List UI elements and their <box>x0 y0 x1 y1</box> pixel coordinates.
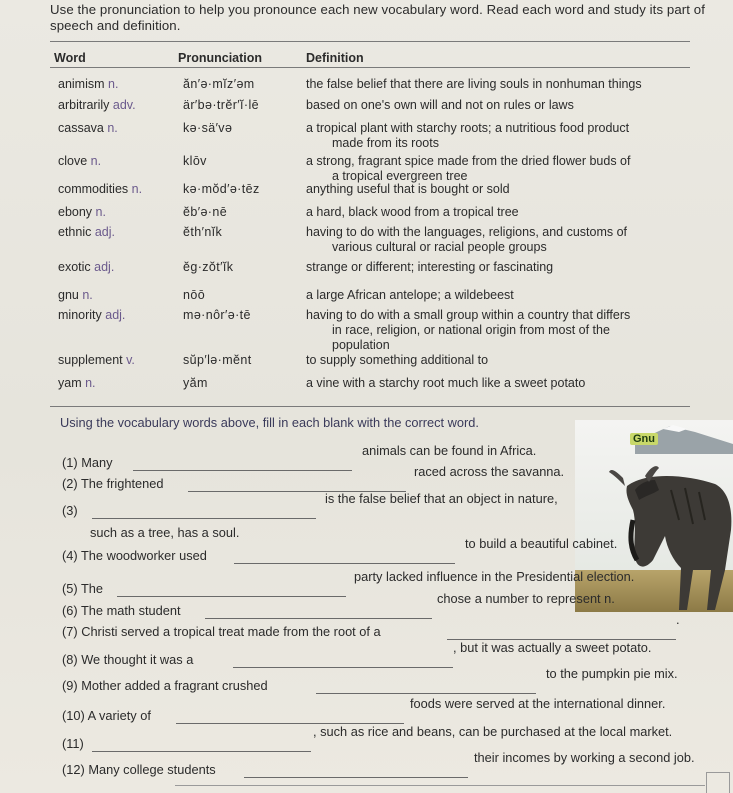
vocab-definition <box>306 154 701 184</box>
vocab-word-text: gnu <box>58 288 79 302</box>
part-of-speech: n. <box>90 154 102 168</box>
exercise-prompt-start <box>62 762 216 777</box>
exercise-text-after: raced across the savanna. <box>414 464 565 479</box>
vocab-pronunciation: sŭp′lə·mĕnt <box>183 353 252 367</box>
part-of-speech: adj. <box>105 308 126 322</box>
answer-blank[interactable] <box>244 777 468 778</box>
table-header-rule <box>50 67 690 68</box>
vocab-word <box>58 182 142 197</box>
exercise-text-after: party lacked influence in the Presidential election. <box>354 569 635 584</box>
exercise-number: (9) <box>62 678 78 693</box>
definition-line: having to do with the languages, religions, and customs of <box>306 225 628 239</box>
exercise-text-after: chose a number to represent n. <box>437 591 615 606</box>
exercise-number: (1) <box>62 455 78 470</box>
vocab-pronunciation: är′bə·trĕr′ĭ·lē <box>183 98 259 112</box>
exercise-text-before: Mother added a fragrant crushed <box>81 678 268 693</box>
exercise-number: (12) <box>62 762 85 777</box>
part-of-speech: n. <box>108 77 119 91</box>
vocab-pronunciation: mə·nôr′ə·tē <box>183 308 251 322</box>
part-of-speech: adv. <box>112 98 136 112</box>
definition-line: various cultural or racial people groups <box>332 240 547 254</box>
definition-line: a large African antelope; a wildebeest <box>306 288 514 302</box>
answer-blank[interactable] <box>234 563 455 564</box>
exercise-prompt-start <box>62 736 84 751</box>
vocab-pronunciation: kə·sä′və <box>183 121 233 135</box>
exercise-text-before: The frightened <box>80 476 164 491</box>
exercise-prompt-start <box>62 624 381 639</box>
definition-line: population <box>332 338 390 352</box>
exercise-text-continued: such as a tree, has a soul. <box>90 525 240 540</box>
definition-line: made from its roots <box>332 136 439 150</box>
answer-blank[interactable] <box>316 693 536 694</box>
exercise-prompt-start <box>62 581 103 596</box>
vocab-pronunciation: klōv <box>183 154 207 168</box>
part-of-speech: v. <box>126 353 135 367</box>
vocab-definition <box>306 121 701 151</box>
exercise-text-after: . <box>676 612 680 627</box>
vocab-definition <box>306 182 701 197</box>
answer-blank[interactable] <box>133 470 352 471</box>
exercise-text-after: to build a beautiful cabinet. <box>465 536 618 551</box>
vocab-word-text: exotic <box>58 260 91 274</box>
exercise-text-after: foods were served at the international dinner. <box>410 696 666 711</box>
vocab-word <box>58 376 96 391</box>
vocab-word <box>58 260 114 275</box>
part-of-speech: n. <box>95 205 106 219</box>
part-of-speech: n. <box>107 121 118 135</box>
vocab-definition <box>306 353 701 368</box>
exercise-number: (8) <box>62 652 78 667</box>
table-bottom-rule <box>50 406 690 407</box>
exercise-number: (3) <box>62 503 78 518</box>
vocab-definition <box>306 98 701 113</box>
vocab-definition <box>306 205 701 220</box>
answer-blank[interactable] <box>205 618 432 619</box>
exercise-number: (2) <box>62 476 78 491</box>
vocab-pronunciation: ĕth′nĭk <box>183 225 223 239</box>
exercise-heading: Using the vocabulary words above, fill in each blank with the correct word. <box>60 415 479 430</box>
vocab-word-text: minority <box>58 308 102 322</box>
intro-text: Use the pronunciation to help you pronounce each new vocabulary word. Read each word and study its part of speech and definition. <box>50 2 705 33</box>
exercise-text-before: Many college students <box>88 762 216 777</box>
vocab-word-text: clove <box>58 154 88 168</box>
vocab-word <box>58 98 136 113</box>
definition-line: strange or different; interesting or fascinating <box>306 260 554 274</box>
exercise-text-after: to the pumpkin pie mix. <box>546 666 678 681</box>
vocab-definition <box>306 288 701 303</box>
vocab-word-text: cassava <box>58 121 104 135</box>
exercise-prompt-start <box>62 455 113 470</box>
answer-blank[interactable] <box>117 596 346 597</box>
col-header-definition: Definition <box>306 51 364 65</box>
exercise-text-before: We thought it was a <box>81 652 194 667</box>
answer-blank[interactable] <box>92 518 316 519</box>
vocab-word-text: commodities <box>58 182 129 196</box>
answer-blank[interactable] <box>233 667 453 668</box>
exercise-text-after: their incomes by working a second job. <box>474 750 695 765</box>
exercise-prompt-start <box>62 548 207 563</box>
exercise-text-before: The <box>80 581 104 596</box>
vocab-definition <box>306 225 701 255</box>
part-of-speech: n. <box>131 182 143 196</box>
exercise-prompt-start <box>62 603 181 618</box>
part-of-speech: adj. <box>94 225 115 239</box>
vocab-pronunciation: ăn′ə·mĭz′əm <box>183 77 255 91</box>
definition-line: based on one's own will and not on rules or laws <box>306 98 574 112</box>
vocab-word <box>58 353 135 368</box>
vocab-definition <box>306 376 701 391</box>
definition-line: a vine with a starchy root much like a sweet potato <box>306 376 586 390</box>
exercise-number: (5) <box>62 581 78 596</box>
vocab-word-text: ebony <box>58 205 93 219</box>
page-bottom-rule <box>175 785 705 786</box>
exercise-number: (10) <box>62 708 85 723</box>
definition-line: a tropical plant with starchy roots; a nutritious food product <box>306 121 630 135</box>
exercise-text-after: , but it was actually a sweet potato. <box>453 640 652 655</box>
vocab-pronunciation: kə·mŏd′ə·tēz <box>183 182 260 196</box>
exercise-prompt-start <box>62 708 151 723</box>
definition-line: a strong, fragrant spice made from the dried flower buds of <box>306 154 631 168</box>
exercise-text-before: The woodworker used <box>80 548 207 563</box>
vocab-word-text: supplement <box>58 353 123 367</box>
exercise-number: (4) <box>62 548 78 563</box>
answer-blank[interactable] <box>92 751 311 752</box>
vocab-word <box>58 205 106 220</box>
exercise-prompt-start <box>62 503 78 518</box>
definition-line: a hard, black wood from a tropical tree <box>306 205 519 219</box>
exercise-text-before: Christi served a tropical treat made from the root of a <box>81 624 381 639</box>
definition-line: to supply something additional to <box>306 353 489 367</box>
definition-line: in race, religion, or national origin from most of the <box>332 323 610 337</box>
vocab-definition <box>306 77 701 92</box>
definition-line: having to do with a small group within a country that differs <box>306 308 631 322</box>
exercise-number: (7) <box>62 624 78 639</box>
col-header-word: Word <box>54 51 86 65</box>
vocab-word <box>58 77 118 92</box>
definition-line: anything useful that is bought or sold <box>306 182 510 196</box>
vocab-word <box>58 225 115 240</box>
table-top-rule <box>50 41 690 42</box>
vocab-definition <box>306 308 701 353</box>
definition-line: a tropical evergreen tree <box>332 169 468 183</box>
exercise-text-after: animals can be found in Africa. <box>362 443 537 458</box>
vocab-pronunciation: ĕb′ə·nē <box>183 205 228 219</box>
vocab-definition <box>306 260 701 275</box>
vocab-pronunciation: yăm <box>183 376 208 390</box>
vocab-word-text: animism <box>58 77 105 91</box>
vocab-word <box>58 121 118 136</box>
col-header-pronunciation: Pronunciation <box>178 51 263 65</box>
vocab-word-text: ethnic <box>58 225 92 239</box>
exercise-prompt-start <box>62 678 268 693</box>
vocab-word <box>58 288 93 303</box>
part-of-speech: n. <box>82 288 93 302</box>
exercise-text-before: A variety of <box>87 708 151 723</box>
exercise-number: (11) <box>62 736 84 751</box>
exercise-text-after: , such as rice and beans, can be purchased at the local market. <box>313 724 673 739</box>
exercise-number: (6) <box>62 603 78 618</box>
page-corner-box <box>706 772 730 793</box>
exercise-text-before: The math student <box>80 603 181 618</box>
exercise-text-after: is the false belief that an object in nature, <box>325 491 558 506</box>
exercise-prompt-start <box>62 652 193 667</box>
vocab-word-text: yam <box>58 376 82 390</box>
vocab-word <box>58 308 125 323</box>
part-of-speech: n. <box>85 376 96 390</box>
vocab-pronunciation: nōō <box>183 288 206 302</box>
vocab-pronunciation: ĕg·zŏt′ĭk <box>183 260 234 274</box>
definition-line: the false belief that there are living souls in nonhuman things <box>306 77 642 91</box>
part-of-speech: adj. <box>94 260 115 274</box>
gnu-photo-label: Gnu <box>630 433 658 445</box>
vocab-word <box>58 154 101 169</box>
exercise-text-before: Many <box>81 455 113 470</box>
vocab-word-text: arbitrarily <box>58 98 110 112</box>
exercise-prompt-start <box>62 476 164 491</box>
